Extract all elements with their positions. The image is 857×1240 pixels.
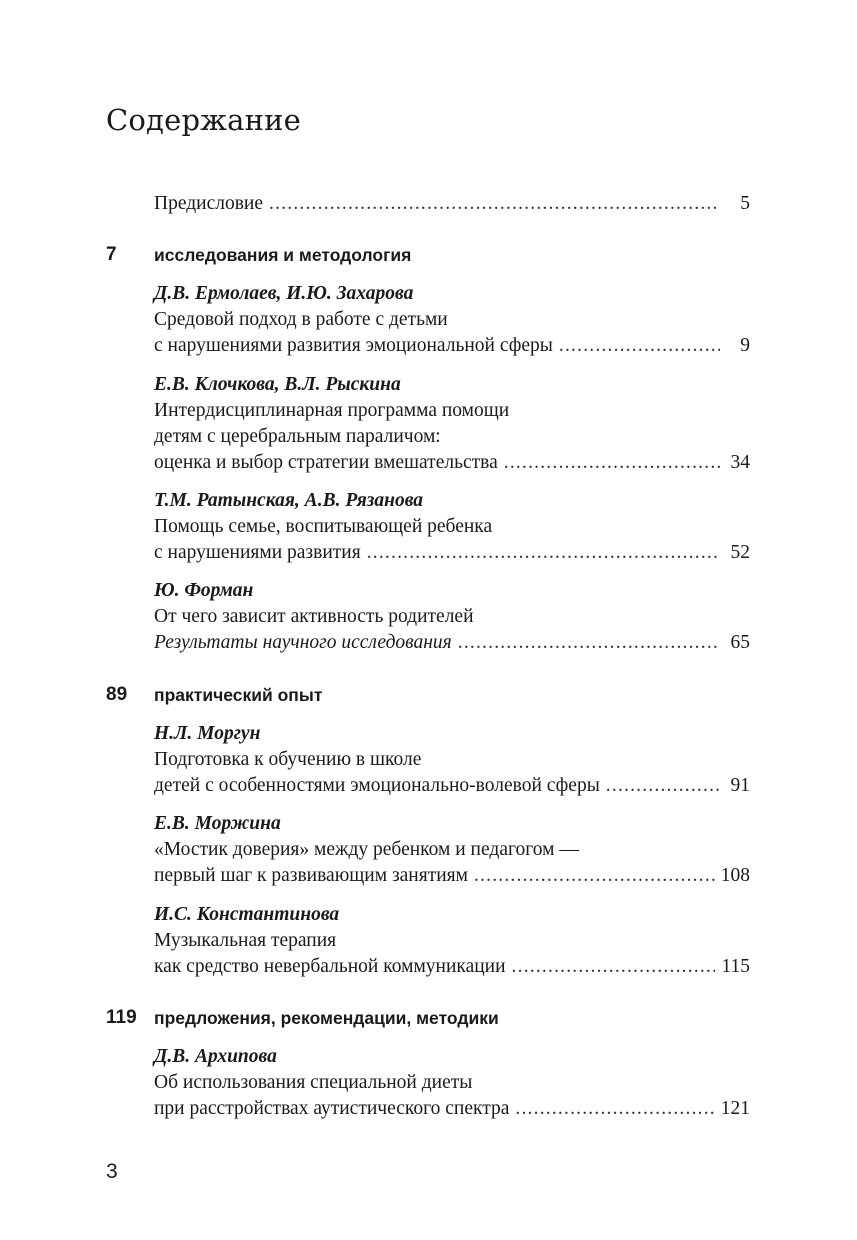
- entry-title-line: детей с особенностями эмоционально-волевой сферы: [154, 775, 600, 796]
- toc-entry[interactable]: [154, 811, 750, 889]
- section-number: 7: [106, 244, 117, 265]
- entry-title-line: при расстройствах аутистического спектра: [154, 1098, 510, 1119]
- dot-leader: [474, 863, 715, 889]
- entry-title-line: Подготовка к обучению в школе: [154, 749, 422, 770]
- toc-line: [154, 1096, 750, 1122]
- toc-entry[interactable]: [154, 1044, 750, 1122]
- entry-title-line: первый шаг к развивающим занятиям: [154, 865, 468, 886]
- entry-title-line: Помощь семье, воспитывающей ребенка: [154, 516, 493, 537]
- toc-line: [154, 191, 750, 217]
- toc-entry[interactable]: [154, 488, 750, 566]
- toc-line: [154, 450, 750, 476]
- entry-title-line: Музыкальная терапия: [154, 930, 337, 951]
- entry-subtitle: Результаты научного исследования: [154, 632, 452, 653]
- entry-author: Т.М. Ратынская, А.В. Рязанова: [154, 490, 424, 511]
- entry-author: И.С. Константинова: [154, 904, 340, 925]
- entry-title-line: Об использования специальной диеты: [154, 1072, 473, 1093]
- section-number: 89: [106, 684, 128, 705]
- entry-title-line: с нарушениями развития: [154, 542, 361, 563]
- page-number: 91: [730, 775, 750, 796]
- dot-leader: [606, 773, 720, 799]
- entry-title: Предисловие: [154, 193, 264, 214]
- section-title[interactable]: практический опыт: [154, 685, 323, 705]
- toc-line: [154, 863, 750, 889]
- entry-title-line: детям с церебральным параличом:: [154, 426, 441, 447]
- page-number: 34: [730, 452, 750, 473]
- toc-line: [154, 773, 750, 799]
- toc-line: [154, 540, 750, 566]
- entry-title-line: Средовой подход в работе с детьми: [154, 309, 448, 330]
- entry-title-line: От чего зависит активность родителей: [154, 606, 474, 627]
- entry-author: Ю. Форман: [154, 580, 254, 601]
- dot-leader: [559, 333, 720, 359]
- toc-line: [154, 630, 750, 656]
- page-number: 5: [740, 193, 750, 214]
- section-title[interactable]: исследования и методология: [154, 245, 412, 265]
- dot-leader: [512, 954, 716, 980]
- entry-title-line: оценка и выбор стратегии вмешательства: [154, 452, 498, 473]
- entry-author: Н.Л. Моргун: [154, 723, 261, 744]
- entry-author: Е.В. Моржина: [154, 813, 281, 834]
- entry-author: Е.В. Клочкова, В.Л. Рыскина: [154, 374, 401, 395]
- entry-title-line: «Мостик доверия» между ребенком и педагогом —: [154, 839, 579, 860]
- page-title: Содержание: [106, 103, 302, 137]
- dot-leader: [367, 540, 720, 566]
- entry-title-line: с нарушениями развития эмоциональной сферы: [154, 335, 553, 356]
- entry-author: Д.В. Ермолаев, И.Ю. Захарова: [154, 283, 414, 304]
- toc-entry[interactable]: [154, 578, 750, 656]
- toc-entry[interactable]: [154, 721, 750, 799]
- section-title[interactable]: предложения, рекомендации, методики: [154, 1008, 499, 1028]
- page-folio: 3: [106, 1160, 118, 1183]
- toc-line: [154, 333, 750, 359]
- dot-leader: [458, 630, 720, 656]
- toc-entry[interactable]: [154, 372, 750, 476]
- page-number: 115: [721, 956, 750, 977]
- entry-title-line: как средство невербальной коммуникации: [154, 956, 506, 977]
- page-number: 9: [740, 335, 750, 356]
- entry-title-line: Интердисциплинарная программа помощи: [154, 400, 510, 421]
- page-number: 121: [720, 1098, 750, 1119]
- toc-line: [154, 954, 750, 980]
- toc-entry[interactable]: [154, 281, 750, 359]
- dot-leader: [504, 450, 720, 476]
- page-number: 108: [720, 865, 750, 886]
- toc-entry-preface[interactable]: [154, 191, 750, 217]
- dot-leader: [515, 1096, 714, 1122]
- page-number: 52: [730, 542, 750, 563]
- page-number: 65: [730, 632, 750, 653]
- toc-entry[interactable]: [154, 902, 750, 980]
- section-number: 119: [106, 1007, 137, 1028]
- entry-author: Д.В. Архипова: [154, 1046, 277, 1067]
- dot-leader: [269, 191, 720, 217]
